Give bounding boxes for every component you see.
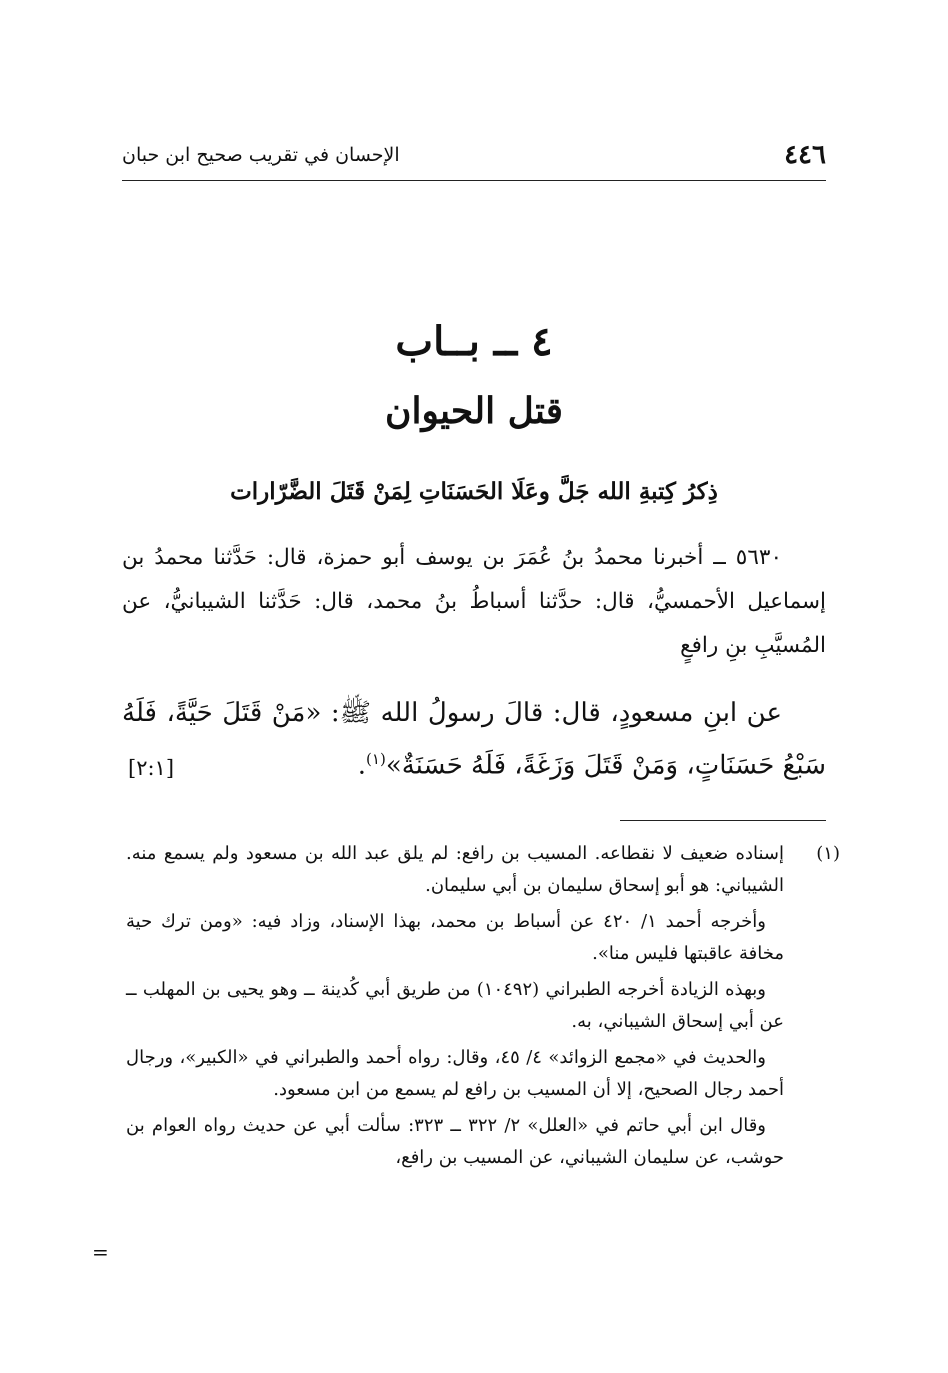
running-title: الإحسان في تقريب صحيح ابن حبان [122, 144, 400, 166]
footnote-number: (١) [816, 843, 840, 864]
hadith-matn-end: . [357, 750, 367, 781]
footnote-paragraph: والحديث في «مجمع الزوائد» ٤/ ٤٥، وقال: رواه أحمد والطبراني في «الكبير»، ورجال أحمد رجال الصحيح، إلا أن المسيب بن رافع لم يسمع من ابن مسعود. [126, 1047, 784, 1100]
hadith-isnad: ٥٦٣٠ ــ أخبرنا محمدُ بنُ عُمَرَ بن يوسف أبو حمزة، قال: حَدَّثنا محمدُ بن إسماعيل الأحمسيُّ، قال: حدَّثنا أسباطُ بنُ محمد، قال: حَدَّثنا الشيبانيُّ، عن المُسيَّبِ بنِ رافعٍ [122, 545, 826, 658]
footnote-marker: (١) [366, 750, 386, 768]
footnote-paragraph: وأخرجه أحمد ١/ ٤٢٠ عن أسباط بن محمد، بهذا الإسناد، وزاد فيه: «ومن ترك حية مخافة عاقبتها فليس منا». [126, 911, 784, 964]
header-rule [122, 180, 826, 181]
section-heading: ذِكرُ كِتبةِ الله جَلَّ وعَلَا الحَسَنَاتِ لِمَنْ قَتَلَ الضَّرّارات [230, 478, 718, 505]
chapter-number: ٤ ــ بــاب [395, 318, 553, 365]
footnote-paragraph: إسناده ضعيف لا نقطاعه. المسيب بن رافع: لم يلق عبد الله بن مسعود ولم يسمع منه. الشيباني: هو أبو إسحاق سليمان بن أبي سليمان. [126, 843, 784, 896]
footnote-body [126, 838, 784, 1174]
hadith-matn-text: عن ابنِ مسعودٍ، قال: قالَ رسولُ الله ﷺ: «مَنْ قَتَلَ حَيَّةً، فَلَهُ سَبْعُ حَسَنَاتٍ، وَمَنْ قَتَلَ وَزَغَةً، فَلَهُ حَسَنَةٌ» [122, 698, 826, 781]
footnote-paragraph: وبهذه الزيادة أخرجه الطبراني (١٠٤٩٢) من طريق أبي كُدينة ــ وهو يحيى بن المهلب ــ عن أبي إسحاق الشيباني، به. [126, 979, 784, 1032]
hadith-reference: [٢:١] [128, 756, 175, 780]
page-number: ٤٤٦ [784, 140, 826, 170]
footnote [126, 838, 840, 1178]
page-header [122, 138, 826, 178]
footnote-paragraph: وقال ابن أبي حاتم في «العلل» ٢/ ٣٢٢ ــ ٣٢٣: سألت أبي عن حديث رواه العوام بن حوشب، عن سليمان الشيباني، عن المسيب بن رافع، [126, 1115, 784, 1168]
continuation-mark: = [92, 1240, 109, 1264]
chapter-title: قتل الحيوان [385, 390, 563, 432]
hadith-matn [122, 690, 826, 789]
footnote-rule [620, 820, 826, 821]
